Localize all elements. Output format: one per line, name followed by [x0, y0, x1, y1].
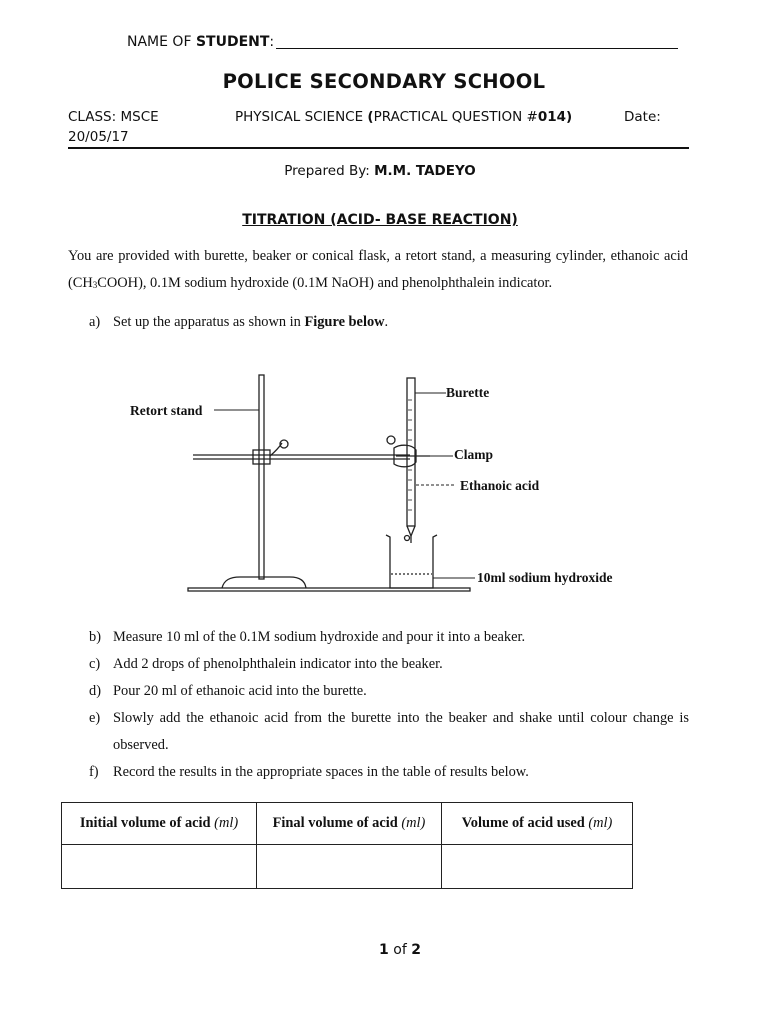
- step-text: Add 2 drops of phenolphthalein indicator into the beaker.: [113, 656, 443, 672]
- step-letter: d): [89, 683, 101, 699]
- intro-subscript: 3: [92, 280, 98, 290]
- page-current: 1: [379, 942, 389, 958]
- label-ethanoic-acid: Ethanoic acid: [460, 478, 540, 493]
- label-burette: Burette: [446, 385, 490, 400]
- intro-paragraph: [68, 243, 688, 297]
- step-letter: f): [89, 764, 99, 780]
- retort-stand-rod: [259, 375, 264, 579]
- topic-heading: TITRATION (ACID- BASE REACTION): [242, 212, 518, 228]
- name-label-bold: STUDENT: [195, 34, 270, 50]
- label-retort-stand: Retort stand: [130, 403, 203, 418]
- boss-head: [253, 450, 270, 464]
- prepared-label: Prepared By:: [284, 163, 375, 179]
- step-text: Record the results in the appropriate spaces in the table of results below.: [113, 764, 529, 780]
- step-text: [113, 309, 689, 336]
- subject-line: [235, 109, 572, 125]
- header-final-volume: Final volume of acid (ml): [257, 803, 442, 845]
- step-text: Pour 20 ml of ethanoic acid into the burette.: [113, 683, 367, 699]
- step-text: Slowly add the ethanoic acid from the burette into the beaker and shake until colour change is observed.: [113, 710, 689, 753]
- step-a-text: Set up the apparatus as shown in: [113, 314, 305, 330]
- cell-volume-used[interactable]: [442, 845, 633, 889]
- header-volume-used: Volume of acid used (ml): [442, 803, 633, 845]
- label-clamp: Clamp: [454, 447, 494, 462]
- intro-part1: You are provided with burette, beaker or conical flask, a retort stand, a measuring cylinder, ethanoic acid (CH: [68, 248, 688, 291]
- subject-middle: PRACTICAL QUESTION #: [373, 109, 538, 125]
- school-title: POLICE SECONDARY SCHOOL: [222, 70, 546, 93]
- student-name-field[interactable]: [276, 34, 678, 49]
- step-letter: a): [89, 314, 101, 330]
- cell-initial-volume[interactable]: [62, 845, 257, 889]
- step-letter: b): [89, 629, 101, 645]
- titration-apparatus-figure: [120, 360, 640, 600]
- prepared-name: M.M. TADEYO: [374, 163, 476, 179]
- label-sodium-hydroxide: 10ml sodium hydroxide: [477, 570, 613, 585]
- burette-tap: [405, 536, 410, 541]
- page-total: 2: [411, 942, 421, 958]
- class-label: CLASS: MSCE: [68, 109, 159, 125]
- step-a-bold: Figure below: [304, 314, 385, 330]
- page-number: [0, 942, 768, 958]
- question-number: 014): [537, 109, 573, 125]
- subject-paren: (: [367, 109, 374, 125]
- table-header-row: [62, 803, 633, 845]
- page-of: of: [388, 942, 412, 958]
- date-value: 20/05/17: [68, 129, 129, 145]
- burette-tip: [407, 526, 415, 536]
- step-text: Measure 10 ml of the 0.1M sodium hydroxide and pour it into a beaker.: [113, 629, 526, 645]
- step-letter: e): [89, 710, 101, 726]
- student-name-line: [127, 34, 678, 50]
- step-a-end: .: [384, 314, 389, 330]
- subject-prefix: PHYSICAL SCIENCE: [235, 109, 368, 125]
- table-row: [62, 845, 633, 889]
- name-label-prefix: NAME OF: [127, 34, 196, 50]
- results-table: [61, 802, 633, 889]
- header-initial-volume: Initial volume of acid (ml): [62, 803, 257, 845]
- prepared-by: [0, 163, 760, 179]
- name-label-suffix: :: [269, 34, 275, 50]
- step-letter: c): [89, 656, 101, 672]
- date-label: Date:: [624, 109, 661, 125]
- header-divider: [68, 147, 689, 149]
- intro-part2: COOH), 0.1M sodium hydroxide (0.1M NaOH) and phenolphthalein indicator.: [97, 275, 553, 291]
- cell-final-volume[interactable]: [257, 845, 442, 889]
